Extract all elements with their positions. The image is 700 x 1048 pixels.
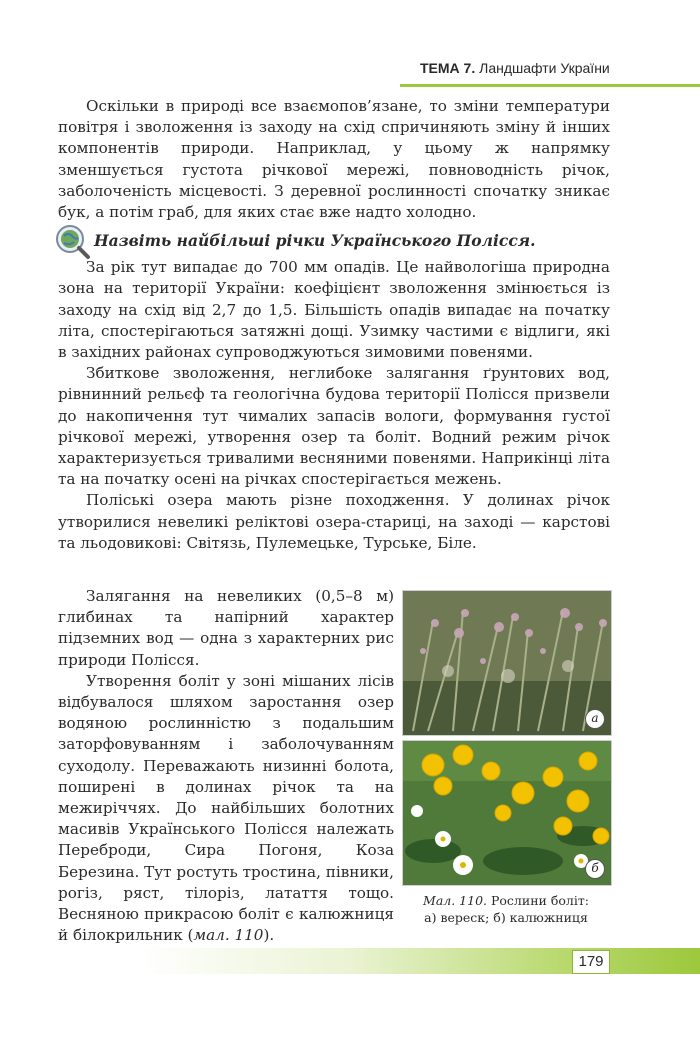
theme-label: ТЕМА 7. [420, 60, 476, 76]
page-number: 179 [572, 950, 610, 974]
marsh-marigold-image [403, 741, 611, 885]
paragraph: Збиткове зволоження, неглибоке залягання ґрунтових вод, рівнинний рельєф та геологічна будова території Полісся призвели до накопичення тут чималих запасів вологи, формування густої річкової мережі, утворення озер та боліт. Водний режим річок характеризується тривалими весняними повенями. Наприкінці літа та на початку осені на річках спостерігається межень. [58, 364, 610, 489]
figure-caption [402, 892, 610, 926]
theme-title: Ландшафти України [479, 60, 610, 76]
header-divider [400, 84, 700, 87]
question-block [58, 229, 610, 253]
paragraph-text: Утворення боліт у зоні мішаних лісів відбувалося шляхом заростання озер водяною рослинністю з подальшим заторфовуванням і заболочуванням суходолу. Переважають низинні болота, поширені в долинах річок та на межиріччях. До найбільших болотних масивів Українського Полісся належать Переброди, Сира Погоня, Коза Березина. Тут ростуть тростина, півники, рогіз, ряст, тілоріз, латаття тощо. Весняною прикрасою боліт є калюжниця й білокрильник ( [58, 671, 394, 945]
main-text [58, 96, 610, 554]
paragraph-with-figure-ref [58, 671, 394, 947]
paragraph: Залягання на невеликих (0,5–8 м) глибинах та напірний характер підземних вод — одна з характерних рис природи Полісся. [58, 587, 394, 669]
figure-reference: мал. 110 [193, 926, 264, 945]
paragraph: Поліські озера мають різне походження. У долинах річок утворилися невеликі реліктові озера-стариці, на заході — карстові та льодовикові: Світязь, Пулемецьке, Турське, Біле. [58, 491, 610, 552]
magnifier-globe-icon [52, 221, 92, 261]
paragraph: Оскільки в природі все взаємопов’язане, то зміни температури повітря і зволоження із заходу на схід спричиняють зміну й інших компонентів природи. Наприклад, у цьому ж напрямку зменшується густота річкової мережі, повноводність річок, заболоченість місцевості. З деревної рослинності спочатку зникає бук, а потім граб, для яких стає вже надто холодно. [58, 97, 610, 222]
photo-label-b: б [585, 859, 605, 879]
photo-label-a: а [585, 709, 605, 729]
lower-text-column [58, 586, 394, 946]
heather-image [403, 591, 611, 735]
caption-title: Мал. 110. [423, 893, 488, 908]
paragraph: За рік тут випадає до 700 мм опадів. Це найвологіша природна зона на території України: коефіцієнт зволоження змінюється із заходу на схід від 2,7 до 1,5. Більшість опадів випадає на початку літа, спостерігаються затяжні дощі. Узимку частими є відлиги, які в західних районах супроводжуються зимовими повенями. [58, 258, 610, 362]
photo-heather [402, 590, 612, 736]
photo-marsh-marigold [402, 740, 612, 886]
closing-punctuation: ). [263, 926, 275, 945]
question-text: Назвіть найбільші річки Українського Полісся. [94, 231, 536, 251]
caption-items: а) вереск; б) калюжниця [424, 910, 588, 925]
caption-text: Рослини боліт: [491, 893, 589, 908]
running-header [420, 60, 700, 86]
